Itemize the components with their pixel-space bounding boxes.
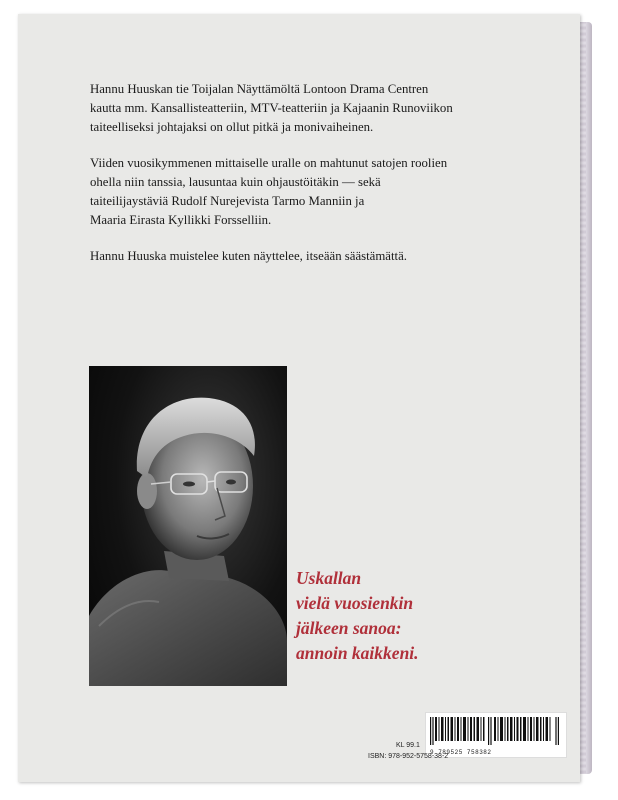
blurb-paragraph-2: Viiden vuosikymmenen mittaiselle uralle on mahtunut satojen roolien ohella niin tanssia, lausuntaa kuin ohjaustöitäkin — sekä taiteilijaystäviä Rudolf Nurejevista Tarmo Manniin ja Maaria Eirasta Kyllikki Forsselliin. <box>90 156 448 227</box>
author-portrait-photo <box>89 366 287 686</box>
quote-line: vielä vuosienkin <box>296 593 414 613</box>
blurb-paragraph-3: Hannu Huuska muistelee kuten näyttelee, itseään säästämättä. <box>90 249 407 263</box>
pull-quote <box>296 566 556 666</box>
back-cover-blurb <box>90 80 550 283</box>
blurb-paragraph-1: Hannu Huuskan tie Toijalan Näyttämöltä Lontoon Drama Centren kautta mm. Kansallisteatteriin, MTV-teatteriin ja Kajaanin Runoviikon taiteelliseksi johtajaksi on ollut pitkä ja monivaiheinen. <box>90 82 453 134</box>
barcode-block <box>370 712 568 772</box>
isbn-label: ISBN: 978-952-5758-38-2 <box>368 753 449 760</box>
quote-line: Uskallan <box>296 568 362 588</box>
library-class-label: KL 99.1 <box>396 742 420 749</box>
barcode-bars <box>430 717 560 745</box>
portrait-illustration <box>89 366 287 686</box>
barcode-digits: 9 789525 758382 <box>430 749 492 756</box>
quote-line: jälkeen sanoa: <box>296 618 402 638</box>
isbn-barcode <box>425 712 567 758</box>
quote-line: annoin kaikkeni. <box>296 643 419 663</box>
